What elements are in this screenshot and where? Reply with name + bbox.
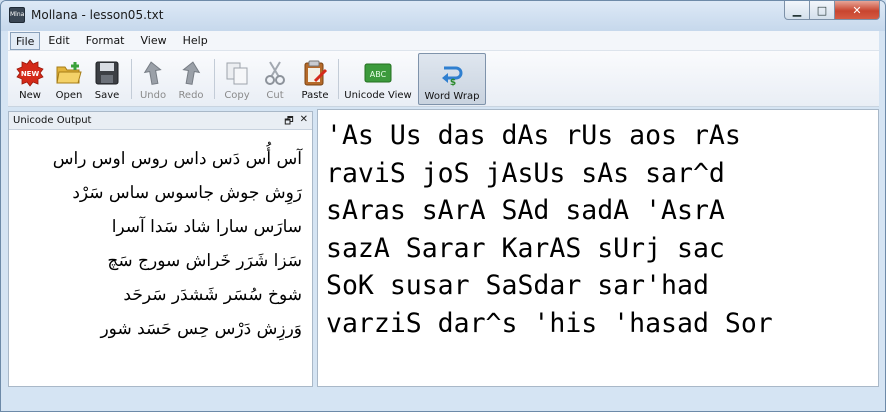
app-icon: Mlna: [9, 7, 25, 23]
open-button[interactable]: [50, 53, 88, 105]
copy-label: Copy: [224, 90, 250, 101]
panel-header: [9, 112, 312, 130]
clipboard-paste-icon: [301, 59, 329, 87]
unicode-line: سارَس سارا شاد سَدا آسرا: [111, 217, 302, 237]
new-label: New: [19, 90, 41, 101]
word-wrap-toggle[interactable]: [418, 53, 486, 105]
copy-icon: [223, 59, 251, 87]
unicode-line: رَوِش جوش جاسوس ساس سَرْد: [72, 183, 302, 203]
redo-button[interactable]: [172, 53, 210, 105]
new-button[interactable]: [10, 53, 50, 105]
menu-help[interactable]: Help: [182, 33, 208, 47]
undo-button[interactable]: [134, 53, 172, 105]
unicode-line: شوخ سُسَر شَشدَر سَرحَد: [123, 285, 302, 305]
cut-label: Cut: [266, 90, 284, 101]
word-wrap-icon: [438, 60, 466, 88]
title-bar[interactable]: [1, 1, 885, 31]
panel-title: Unicode Output: [13, 115, 92, 126]
editor-line: raviS joS jAsUs sAs sar^d: [326, 157, 725, 189]
paste-label: Paste: [301, 90, 329, 101]
floppy-disk-icon: [93, 59, 121, 87]
new-document-icon: [16, 59, 44, 87]
window-bottom-frame: [1, 389, 885, 412]
menu-file[interactable]: File: [10, 32, 40, 50]
redo-arrow-icon: [177, 59, 205, 87]
svg-text:NEW: NEW: [20, 70, 40, 78]
unicode-line: آس أُس دَس داس روس اوس راس: [52, 149, 302, 169]
menu-bar: [8, 31, 879, 51]
unicode-view-button[interactable]: [342, 53, 414, 105]
cut-button[interactable]: [256, 53, 294, 105]
window-title: Mollana - lesson05.txt: [31, 8, 164, 22]
float-panel-icon[interactable]: 🗗: [284, 116, 294, 127]
unicode-line: سَزا شَرَر خَراش سورج سَچ: [107, 251, 302, 271]
menu-edit[interactable]: Edit: [48, 33, 70, 47]
editor-line: SoK susar SaSdar sar'had: [326, 270, 709, 301]
editor-content[interactable]: [326, 117, 773, 342]
maximize-button[interactable]: □: [810, 1, 835, 20]
toolbar: [8, 51, 879, 107]
close-button[interactable]: ✕: [835, 1, 880, 20]
word-wrap-label: Word Wrap: [424, 91, 480, 102]
save-button[interactable]: [88, 53, 126, 105]
menu-view[interactable]: View: [140, 33, 167, 47]
minimize-button[interactable]: ▁: [784, 1, 810, 20]
undo-label: Undo: [139, 90, 167, 101]
toolbar-separator: [338, 59, 339, 99]
folder-open-icon: [55, 59, 83, 87]
scissors-icon: [261, 59, 289, 87]
paste-button[interactable]: [296, 53, 334, 105]
undo-arrow-icon: [139, 59, 167, 87]
redo-label: Redo: [178, 90, 204, 101]
unicode-line: وَرزِش دَرْس حِس حَسَد شور: [100, 319, 302, 339]
copy-button[interactable]: [218, 53, 256, 105]
close-panel-icon[interactable]: ✕: [299, 114, 308, 125]
editor-line: sAras sArA SAd sadA 'AsrA: [326, 195, 725, 226]
editor-line: 'As Us das dAs rUs aos rAs: [326, 120, 741, 151]
unicode-output-panel: [8, 111, 313, 387]
editor-line: sazA Sarar KarAS sUrj sac: [326, 232, 725, 264]
unicode-output-text[interactable]: [22, 142, 302, 346]
abc-icon: [364, 59, 392, 87]
save-label: Save: [94, 90, 120, 101]
toolbar-separator: [214, 59, 215, 99]
svg-text:ABC: ABC: [369, 70, 387, 79]
text-editor[interactable]: [317, 109, 879, 387]
editor-line: varziS dar^s 'his 'hasad Sor: [326, 307, 773, 339]
toolbar-separator: [131, 59, 132, 99]
unicode-view-label: Unicode View: [344, 90, 412, 101]
menu-format[interactable]: Format: [85, 33, 125, 47]
open-label: Open: [55, 90, 83, 101]
svg-text:$: $: [449, 78, 457, 88]
